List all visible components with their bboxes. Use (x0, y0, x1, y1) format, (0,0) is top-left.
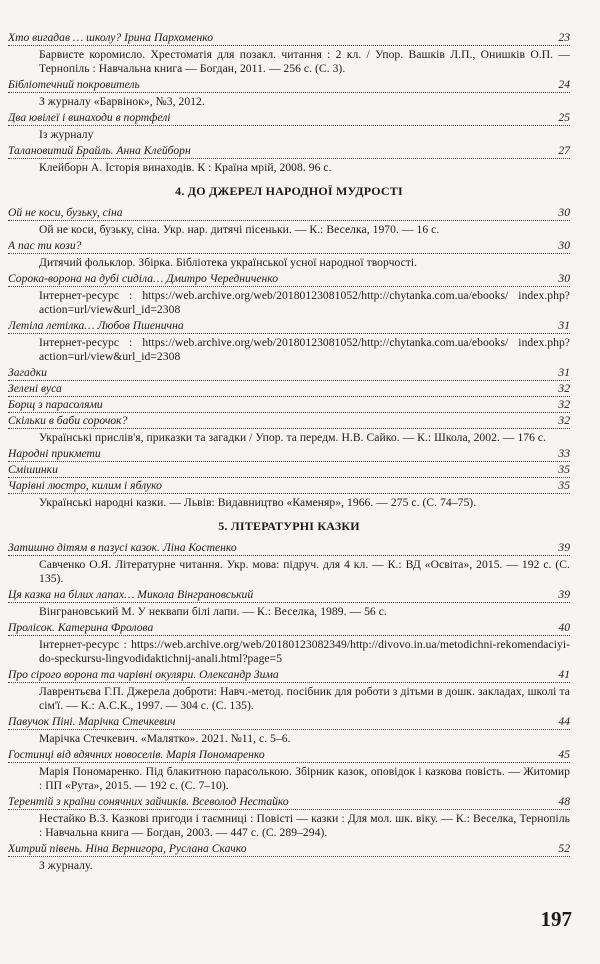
toc-entry-heading (8, 540, 570, 556)
toc-entry-references (8, 683, 570, 714)
toc-entry-references (8, 810, 570, 841)
toc-entry-title: Про сірого ворона та чарівні окуляри. Олександр Зима (8, 668, 279, 681)
toc-entry (8, 238, 570, 271)
toc-entry-page-number: 48 (558, 795, 570, 808)
toc-entry-references (8, 730, 570, 747)
toc-entry-heading (8, 271, 570, 287)
toc-entry-page-number: 32 (558, 398, 570, 411)
toc-entry-heading (8, 397, 570, 413)
reference-text: Савченко О.Я. Літературне читання. Укр. мова: підруч. для 4 кл. — К.: ВД «Освіта», 2015. — 192 с. (С. 135). (39, 558, 570, 585)
toc-entry-references (8, 126, 570, 143)
reference-text: Нестайко В.З. Казкові пригоди і таємниці : Повісті — казки : Для мол. шк. віку. — К.: Веселка, Тернопіль : Навчальна книга — Богдан, 2003. — 447 с. (С. 289–294). (39, 812, 570, 839)
reference-text: Барвисте коромисло. Хрестоматія для позакл. читання : 2 кл. / Упор. Вашків Л.П., Онишків О.П. — Тернопіль : Навчальна книга — Богдан, 2011. — 256 с. (С. 3). (39, 48, 570, 75)
toc-entry-references (8, 857, 570, 874)
toc-entry-title: Два ювілеї і винаходи в портфелі (8, 111, 171, 124)
toc-entry (8, 747, 570, 794)
toc-entry-page-number: 25 (558, 111, 570, 124)
toc-entry-references (8, 287, 570, 318)
toc-entry-page-number: 33 (558, 447, 570, 460)
reference-text: Інтернет-ресурс : https://web.archive.org/web/20180123082349/http://divovo.in.ua/metodichni-rekomendaciyi-do-speckursu-lingvodidaktichnij-anali.html?page=5 (39, 638, 570, 665)
toc-entry-title: Терентій з країни сонячних зайчиків. Всеволод Нестайко (8, 795, 289, 808)
toc-entry-page-number: 23 (558, 31, 570, 44)
toc-entry-page-number: 31 (558, 366, 570, 379)
toc-entry-page-number: 35 (558, 463, 570, 476)
reference-text: Марічка Стечкевич. «Малятко». 2021. №11, с. 5–6. (39, 732, 291, 745)
toc-entry (8, 540, 570, 587)
toc-entry (8, 381, 570, 397)
toc-entry-title: Ой не коси, бузьку, сіна (8, 206, 123, 219)
toc-entry-page-number: 35 (558, 479, 570, 492)
toc-entry-references (8, 556, 570, 587)
reference-text: Дитячий фольклор. Збірка. Бібліотека української усної народної творчості. (39, 256, 418, 269)
toc-entry-title: Пролісок. Катерина Фролова (8, 621, 154, 634)
toc-entry-heading (8, 478, 570, 494)
toc-entry (8, 365, 570, 381)
toc-entry-page-number: 30 (558, 272, 570, 285)
toc-entry-references (8, 334, 570, 365)
reference-text: Українські народні казки. — Львів: Видавництво «Каменяр», 1966. — 275 с. (С. 74–75). (39, 496, 477, 509)
toc-entry-heading (8, 205, 570, 221)
toc-entry-page-number: 24 (558, 78, 570, 91)
toc-entry-title: Хитрий півень. Ніна Вернигора, Руслана Скачко (8, 842, 247, 855)
toc-entry-title: Зелені вуса (8, 382, 62, 395)
toc-entry-page-number: 44 (558, 715, 570, 728)
toc-entry (8, 841, 570, 874)
reference-text: Із журналу (39, 128, 94, 141)
toc-entry-heading (8, 381, 570, 397)
toc-entry (8, 397, 570, 413)
toc-entry-heading (8, 77, 570, 93)
toc-entry-page-number: 45 (558, 748, 570, 761)
toc-entry-title: Смішинки (8, 463, 58, 476)
toc-entry-references (8, 93, 570, 110)
toc-entry-page-number: 32 (558, 382, 570, 395)
toc-entry (8, 667, 570, 714)
toc-entry-title: Борщ з парасолями (8, 398, 103, 411)
toc-entry-page-number: 41 (558, 668, 570, 681)
toc-entry-heading (8, 714, 570, 730)
page-number: 197 (540, 907, 572, 931)
reference-text: Інтернет-ресурс : https://web.archive.org/web/20180123081052/http://chytanka.com.ua/ebooks/ index.php?action=url/view&url_id=2308 (39, 289, 570, 316)
reference-text: Ой не коси, бузьку, сіна. Укр. нар. дитячі пісеньки. — К.: Веселка, 1970. — 16 с. (39, 223, 440, 236)
toc-entry-references (8, 221, 570, 238)
toc-entry (8, 318, 570, 365)
toc-entry-title: Летіла летілка… Любов Пшенична (8, 319, 184, 332)
toc-entry-heading (8, 747, 570, 763)
toc-entry-references (8, 159, 570, 176)
toc-entry-title: Затишно дітям в пазусі казок. Ліна Костенко (8, 541, 237, 554)
reference-text: Вінграновський М. У неквапи білі лапи. — К.: Веселка, 1989. — 56 с. (39, 605, 387, 618)
toc-entry-references (8, 46, 570, 77)
toc-entry-references (8, 636, 570, 667)
toc-entry-page-number: 52 (558, 842, 570, 855)
toc-entry (8, 110, 570, 143)
toc-entry-references (8, 429, 570, 446)
toc-entry (8, 794, 570, 841)
toc-entry-heading (8, 30, 570, 46)
reference-text: З журналу «Барвінок», №3, 2012. (39, 95, 205, 108)
toc-entry-page-number: 32 (558, 414, 570, 427)
toc-entry (8, 271, 570, 318)
toc-entry-page-number: 40 (558, 621, 570, 634)
reference-text: Лаврентьєва Г.П. Джерела доброти: Навч.-метод. посібник для роботи з дітьми в дошк. закладах, школі та сім'ї. — К.: А.С.К., 1997. — 304 с. (С. 135). (39, 685, 570, 712)
toc-entry (8, 587, 570, 620)
toc-entry-title: Ця казка на білих лапах… Микола Вінграновський (8, 588, 254, 601)
toc-entry-page-number: 31 (558, 319, 570, 332)
toc-entry-page-number: 39 (558, 541, 570, 554)
toc-entry-page-number: 27 (558, 144, 570, 157)
toc-entry (8, 446, 570, 462)
toc-entry-title: Загадки (8, 366, 47, 379)
toc-entry (8, 413, 570, 446)
toc-entry-page-number: 30 (558, 206, 570, 219)
reference-text: Інтернет-ресурс : https://web.archive.org/web/20180123081052/http://chytanka.com.ua/ebooks/ index.php?action=url/view&url_id=2308 (39, 336, 570, 363)
toc-entry-references (8, 763, 570, 794)
toc-entry-heading (8, 841, 570, 857)
toc-entry-title: Сорока-ворона на дубі сиділа… Дмитро Чередниченко (8, 272, 279, 285)
toc-entry (8, 714, 570, 747)
toc-entry-title: Хто вигадав … школу? Ірина Пархоменко (8, 31, 214, 44)
toc-entry-title: Чарівні люстро, килим і яблуко (8, 479, 162, 492)
table-of-contents (8, 30, 570, 874)
toc-entry (8, 143, 570, 176)
reference-text: З журналу. (39, 859, 93, 872)
toc-entry-heading (8, 413, 570, 429)
toc-entry (8, 77, 570, 110)
toc-entry (8, 205, 570, 238)
reference-text: Українські прислів'я, приказки та загадки / Упор. та передм. Н.В. Сайко. — К.: Школа, 2002. — 176 с. (39, 431, 547, 444)
section-heading: 5. ЛІТЕРАТУРНІ КАЗКИ (218, 519, 360, 533)
toc-entry-heading (8, 318, 570, 334)
toc-entry (8, 620, 570, 667)
toc-entry-heading (8, 462, 570, 478)
toc-entry-heading (8, 587, 570, 603)
toc-entry-heading (8, 446, 570, 462)
toc-entry (8, 478, 570, 511)
toc-entry-title: Гостинці від вдячних новоселів. Марія Пономаренко (8, 748, 265, 761)
toc-entry-heading (8, 667, 570, 683)
toc-entry-heading (8, 365, 570, 381)
toc-entry-heading (8, 143, 570, 159)
toc-entry-heading (8, 110, 570, 126)
toc-entry-references (8, 603, 570, 620)
toc-entry-page-number: 30 (558, 239, 570, 252)
toc-entry-heading (8, 794, 570, 810)
reference-text: Марія Пономаренко. Під блакитною парасолькою. Збірник казок, оповідок і казкова повість. — Житомир : ПП «Рута», 2015. — 192 с. (С. 7–10). (39, 765, 570, 792)
toc-entry-page-number: 39 (558, 588, 570, 601)
toc-entry-title: Народні прикмети (8, 447, 101, 460)
toc-entry-heading (8, 620, 570, 636)
toc-entry-title: Талановитий Брайль. Анна Клейборн (8, 144, 191, 157)
toc-entry-title: А пас ти кози? (8, 239, 82, 252)
toc-entry-references (8, 494, 570, 511)
toc-entry (8, 30, 570, 77)
toc-entry-heading (8, 238, 570, 254)
toc-entry-title: Бібліотечний покровитель (8, 78, 140, 91)
reference-text: Клейборн А. Історія винаходів. К : Країна мрій, 2008. 96 с. (39, 161, 332, 174)
toc-entry (8, 462, 570, 478)
section-heading: 4. ДО ДЖЕРЕЛ НАРОДНОЇ МУДРОСТІ (175, 184, 403, 198)
toc-entry-references (8, 254, 570, 271)
toc-entry-title: Скільки в баби сорочок? (8, 414, 128, 427)
toc-entry-title: Павучок Піні. Марічка Стечкевич (8, 715, 176, 728)
